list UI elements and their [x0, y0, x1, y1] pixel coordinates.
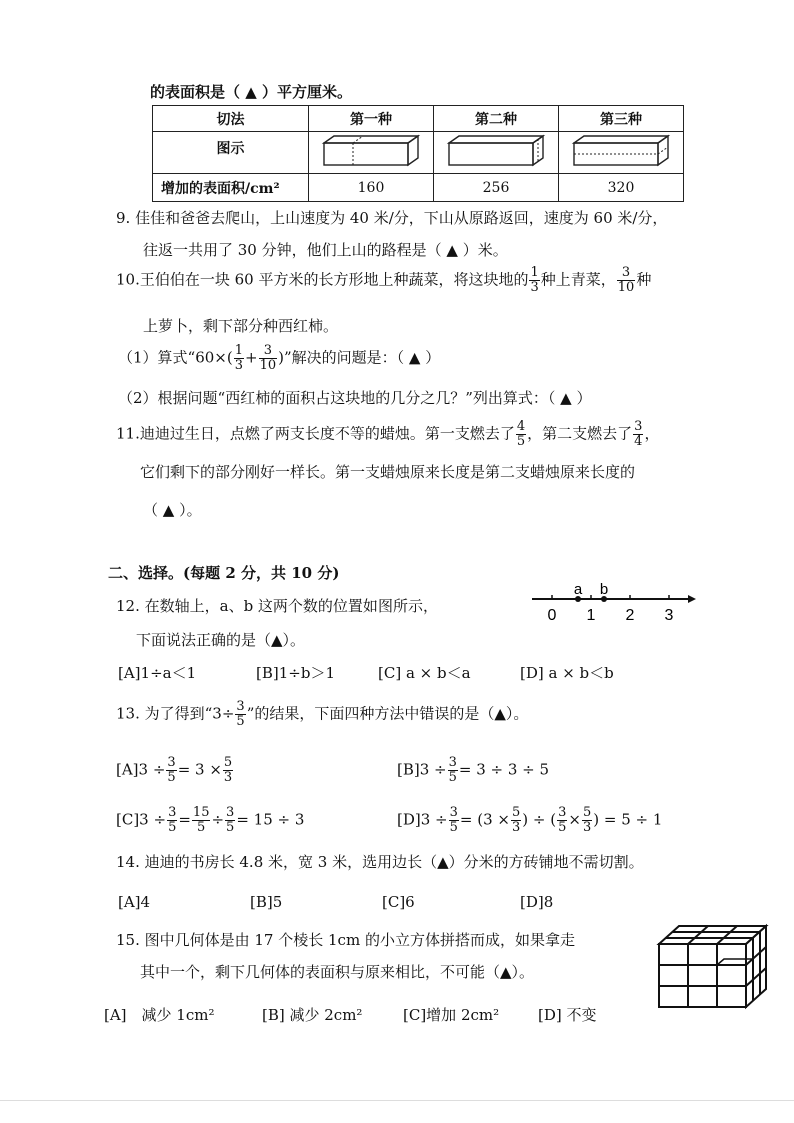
q13-f-den: 5 [236, 714, 245, 729]
number-line-figure [528, 578, 698, 624]
q11-fraction-2 [633, 420, 643, 449]
q9-line1: 9. 佳佳和爸爸去爬山，上山速度为 40 米/分，下山从原路返回，速度为 60 米/分， [116, 209, 668, 227]
q11-line2: 它们剩下的部分刚好一样长。第一支蜡烛原来长度是第二支蜡烛原来长度的 [140, 463, 636, 481]
q14-option-d: [D]8 [520, 893, 554, 911]
q10-f2-den: 10 [617, 280, 635, 295]
q11-fraction-1 [516, 420, 526, 449]
q12-line1: 12. 在数轴上，a、b 这两个数的位置如图所示， [116, 597, 438, 615]
q13-d-n1: 3 [449, 805, 458, 820]
number-line-arrow [688, 595, 696, 603]
q13-c-div: ÷ [211, 810, 225, 829]
q13-c-frac1 [167, 806, 177, 835]
q11-f1-num: 4 [516, 419, 526, 434]
table-header-method: 切法 [153, 106, 309, 132]
q13-b-eq: = 3 ÷ 3 ÷ 5 [458, 760, 550, 779]
q13-line1 [116, 700, 528, 729]
q12-option-b: [B]1÷b＞1 [256, 664, 335, 682]
axis-tick-label-2: 2 [625, 607, 635, 624]
q13-a-label: [A]3 ÷ [116, 760, 166, 779]
q11-text-a: 11.迪迪过生日，点燃了两支长度不等的蜡烛。第一支燃去了 [116, 424, 515, 443]
q13-d-p2: ) ÷ ( [522, 810, 557, 829]
q12-line2: 下面说法正确的是（▲）。 [136, 631, 306, 649]
q10-sub1-text-a: （1）算式“60×( [118, 348, 233, 367]
q13-c-label: [C]3 ÷ [116, 810, 167, 829]
q13-d-frac3 [557, 806, 567, 835]
q13-a-n1: 3 [167, 755, 176, 770]
q10-f1-num: 1 [530, 265, 539, 280]
q15-line1: 15. 图中几何体是由 17 个棱长 1cm 的小立方体拼搭而成，如果拿走 [116, 931, 575, 949]
q13-d-d3: 5 [558, 820, 567, 835]
table-header-second: 第二种 [434, 106, 559, 132]
q10-sub1-f1-den: 3 [234, 358, 244, 373]
q13-c-n1: 3 [168, 805, 177, 820]
axis-tick-label-3: 3 [664, 607, 674, 624]
point-a-label: a [573, 581, 583, 598]
q13-c-frac3 [225, 806, 235, 835]
cube-stack-figure [655, 922, 775, 1012]
axis-tick-label-0: 0 [547, 607, 557, 624]
q13-c-d1: 5 [168, 820, 177, 835]
q10-sub1-fraction-1 [234, 344, 244, 373]
q10-sub2: （2）根据问题“西红柿的面积占这块地的几分之几？”列出算式：（ ▲ ） [118, 389, 592, 407]
table-value-3: 320 [559, 174, 684, 202]
q13-text-a: 13. 为了得到“3÷ [116, 704, 235, 723]
q13-d-frac1 [449, 806, 459, 835]
q12-option-c: [C] a × b＜a [378, 664, 471, 682]
q10-fraction-2 [617, 266, 636, 295]
q10-f1-den: 3 [530, 280, 539, 295]
q10-sub1-f2-den: 10 [259, 358, 277, 373]
q15-line2: 其中一个，剩下几何体的表面积与原来相比，不可能（▲）。 [140, 963, 535, 981]
q13-b-frac1 [448, 756, 458, 785]
q13-a-d1: 5 [167, 770, 176, 785]
q13-option-a [116, 756, 234, 785]
q10-sub1-plus: + [245, 348, 258, 367]
q12-option-d: [D] a × b＜b [520, 664, 614, 682]
q13-c-eq: = [178, 810, 191, 829]
q11-line1 [116, 420, 659, 449]
q15-option-b: [B] 减少 2cm² [262, 1006, 363, 1024]
q11-line3: （ ▲ ）。 [143, 501, 202, 519]
q13-c-frac2 [192, 806, 211, 835]
q13-d-label: [D]3 ÷ [397, 810, 448, 829]
q13-b-d1: 5 [448, 770, 457, 785]
table-value-2: 256 [434, 174, 559, 202]
q14-option-c: [C]6 [382, 893, 415, 911]
q13-d-n3: 3 [558, 805, 567, 820]
q15-option-d: [D] 不变 [538, 1006, 597, 1024]
q13-option-b [397, 756, 549, 785]
q10-text-b: 种上青菜， [540, 270, 616, 289]
q13-b-n1: 3 [448, 755, 457, 770]
q11-f1-den: 5 [516, 434, 526, 449]
q11-text-c: ， [644, 424, 660, 443]
point-b-label: b [599, 581, 609, 598]
q13-text-b: ”的结果，下面四种方法中错误的是（▲）。 [246, 704, 529, 723]
q13-d-p3: ) [593, 810, 600, 829]
cuboid-cut-2-figure [434, 132, 559, 174]
axis-tick-label-1: 1 [586, 607, 596, 624]
q12-option-a: [A]1÷a＜1 [118, 664, 197, 682]
q14-option-a: [A]4 [118, 893, 151, 911]
q14-option-b: [B]5 [250, 893, 283, 911]
q13-d-eq: = [459, 810, 473, 829]
q15-option-c: [C]增加 2cm² [403, 1006, 500, 1024]
q10-line2: 上萝卜，剩下部分种西红柿。 [143, 317, 339, 335]
q15-option-a: [A] 减少 1cm² [104, 1006, 215, 1024]
q13-d-n2: 5 [512, 805, 521, 820]
cuboid-cut-1-figure [309, 132, 434, 174]
q13-c-n2: 15 [192, 805, 210, 820]
table-header-first: 第一种 [309, 106, 434, 132]
q13-d-d2: 3 [512, 820, 521, 835]
q13-d-frac4 [582, 806, 592, 835]
q13-option-c [116, 806, 304, 835]
q13-d-end: = 5 ÷ 1 [603, 810, 663, 829]
cuboid-cut-3-figure [559, 132, 684, 174]
page-bottom-divider [0, 1100, 794, 1101]
q13-d-frac2 [511, 806, 521, 835]
q13-c-n3: 3 [226, 805, 235, 820]
section2-score: (每题 2 分，共 10 分) [183, 564, 340, 582]
q13-a-frac2 [223, 756, 233, 785]
q13-d-n4: 5 [582, 805, 592, 820]
q13-d-p1: (3 × [477, 810, 510, 829]
table-header-third: 第三种 [559, 106, 684, 132]
q10-sub1-fraction-2 [259, 344, 278, 373]
q13-c-d3: 5 [226, 820, 235, 835]
q10-sub1 [118, 344, 440, 373]
q11-text-b: ，第二支燃去了 [527, 424, 633, 443]
q11-f2-den: 4 [634, 434, 643, 449]
q13-a-frac1 [166, 756, 176, 785]
q13-d-times: × [568, 810, 581, 829]
q13-a-n2: 5 [223, 755, 233, 770]
q13-a-d2: 3 [223, 770, 233, 785]
q13-d-d1: 5 [449, 820, 458, 835]
cut-method-table [152, 105, 684, 202]
q10-sub1-text-b: )”解决的问题是：（ ▲ ） [278, 348, 441, 367]
table-value-1: 160 [309, 174, 434, 202]
q10-f2-num: 3 [617, 266, 636, 281]
q10-sub1-f2-num: 3 [259, 344, 278, 359]
q10-sub1-f1-num: 1 [234, 343, 244, 358]
q10-text-a: 10.王伯伯在一块 60 平方米的长方形地上种蔬菜，将这块地的 [116, 270, 529, 289]
table-row-increase-label: 增加的表面积/cm² [153, 174, 309, 202]
q13-f-num: 3 [236, 699, 245, 714]
q10-fraction-1 [529, 266, 539, 295]
q13-option-d [397, 806, 662, 835]
q8-tail-text: 的表面积是（ ▲ ）平方厘米。 [150, 83, 352, 101]
q10-text-c: 种 [636, 270, 652, 289]
q13-a-eq: = 3 × [177, 760, 222, 779]
q14-line1: 14. 迪迪的书房长 4.8 米，宽 3 米，选用边长（▲）分米的方砖铺地不需切割。 [116, 853, 644, 871]
q13-c-end: = 15 ÷ 3 [236, 810, 305, 829]
q13-fraction [235, 700, 245, 729]
section2-heading [108, 563, 339, 583]
q13-d-d4: 3 [582, 820, 592, 835]
q10-line1 [116, 266, 651, 295]
q11-f2-num: 3 [634, 419, 643, 434]
q13-b-label: [B]3 ÷ [397, 760, 447, 779]
q9-line2: 往返一共用了 30 分钟，他们上山的路程是（ ▲ ）米。 [143, 241, 508, 259]
q13-c-d2: 5 [197, 820, 206, 835]
section2-title: 二、选择。 [108, 564, 184, 582]
table-row-diagram-label: 图示 [153, 132, 309, 174]
